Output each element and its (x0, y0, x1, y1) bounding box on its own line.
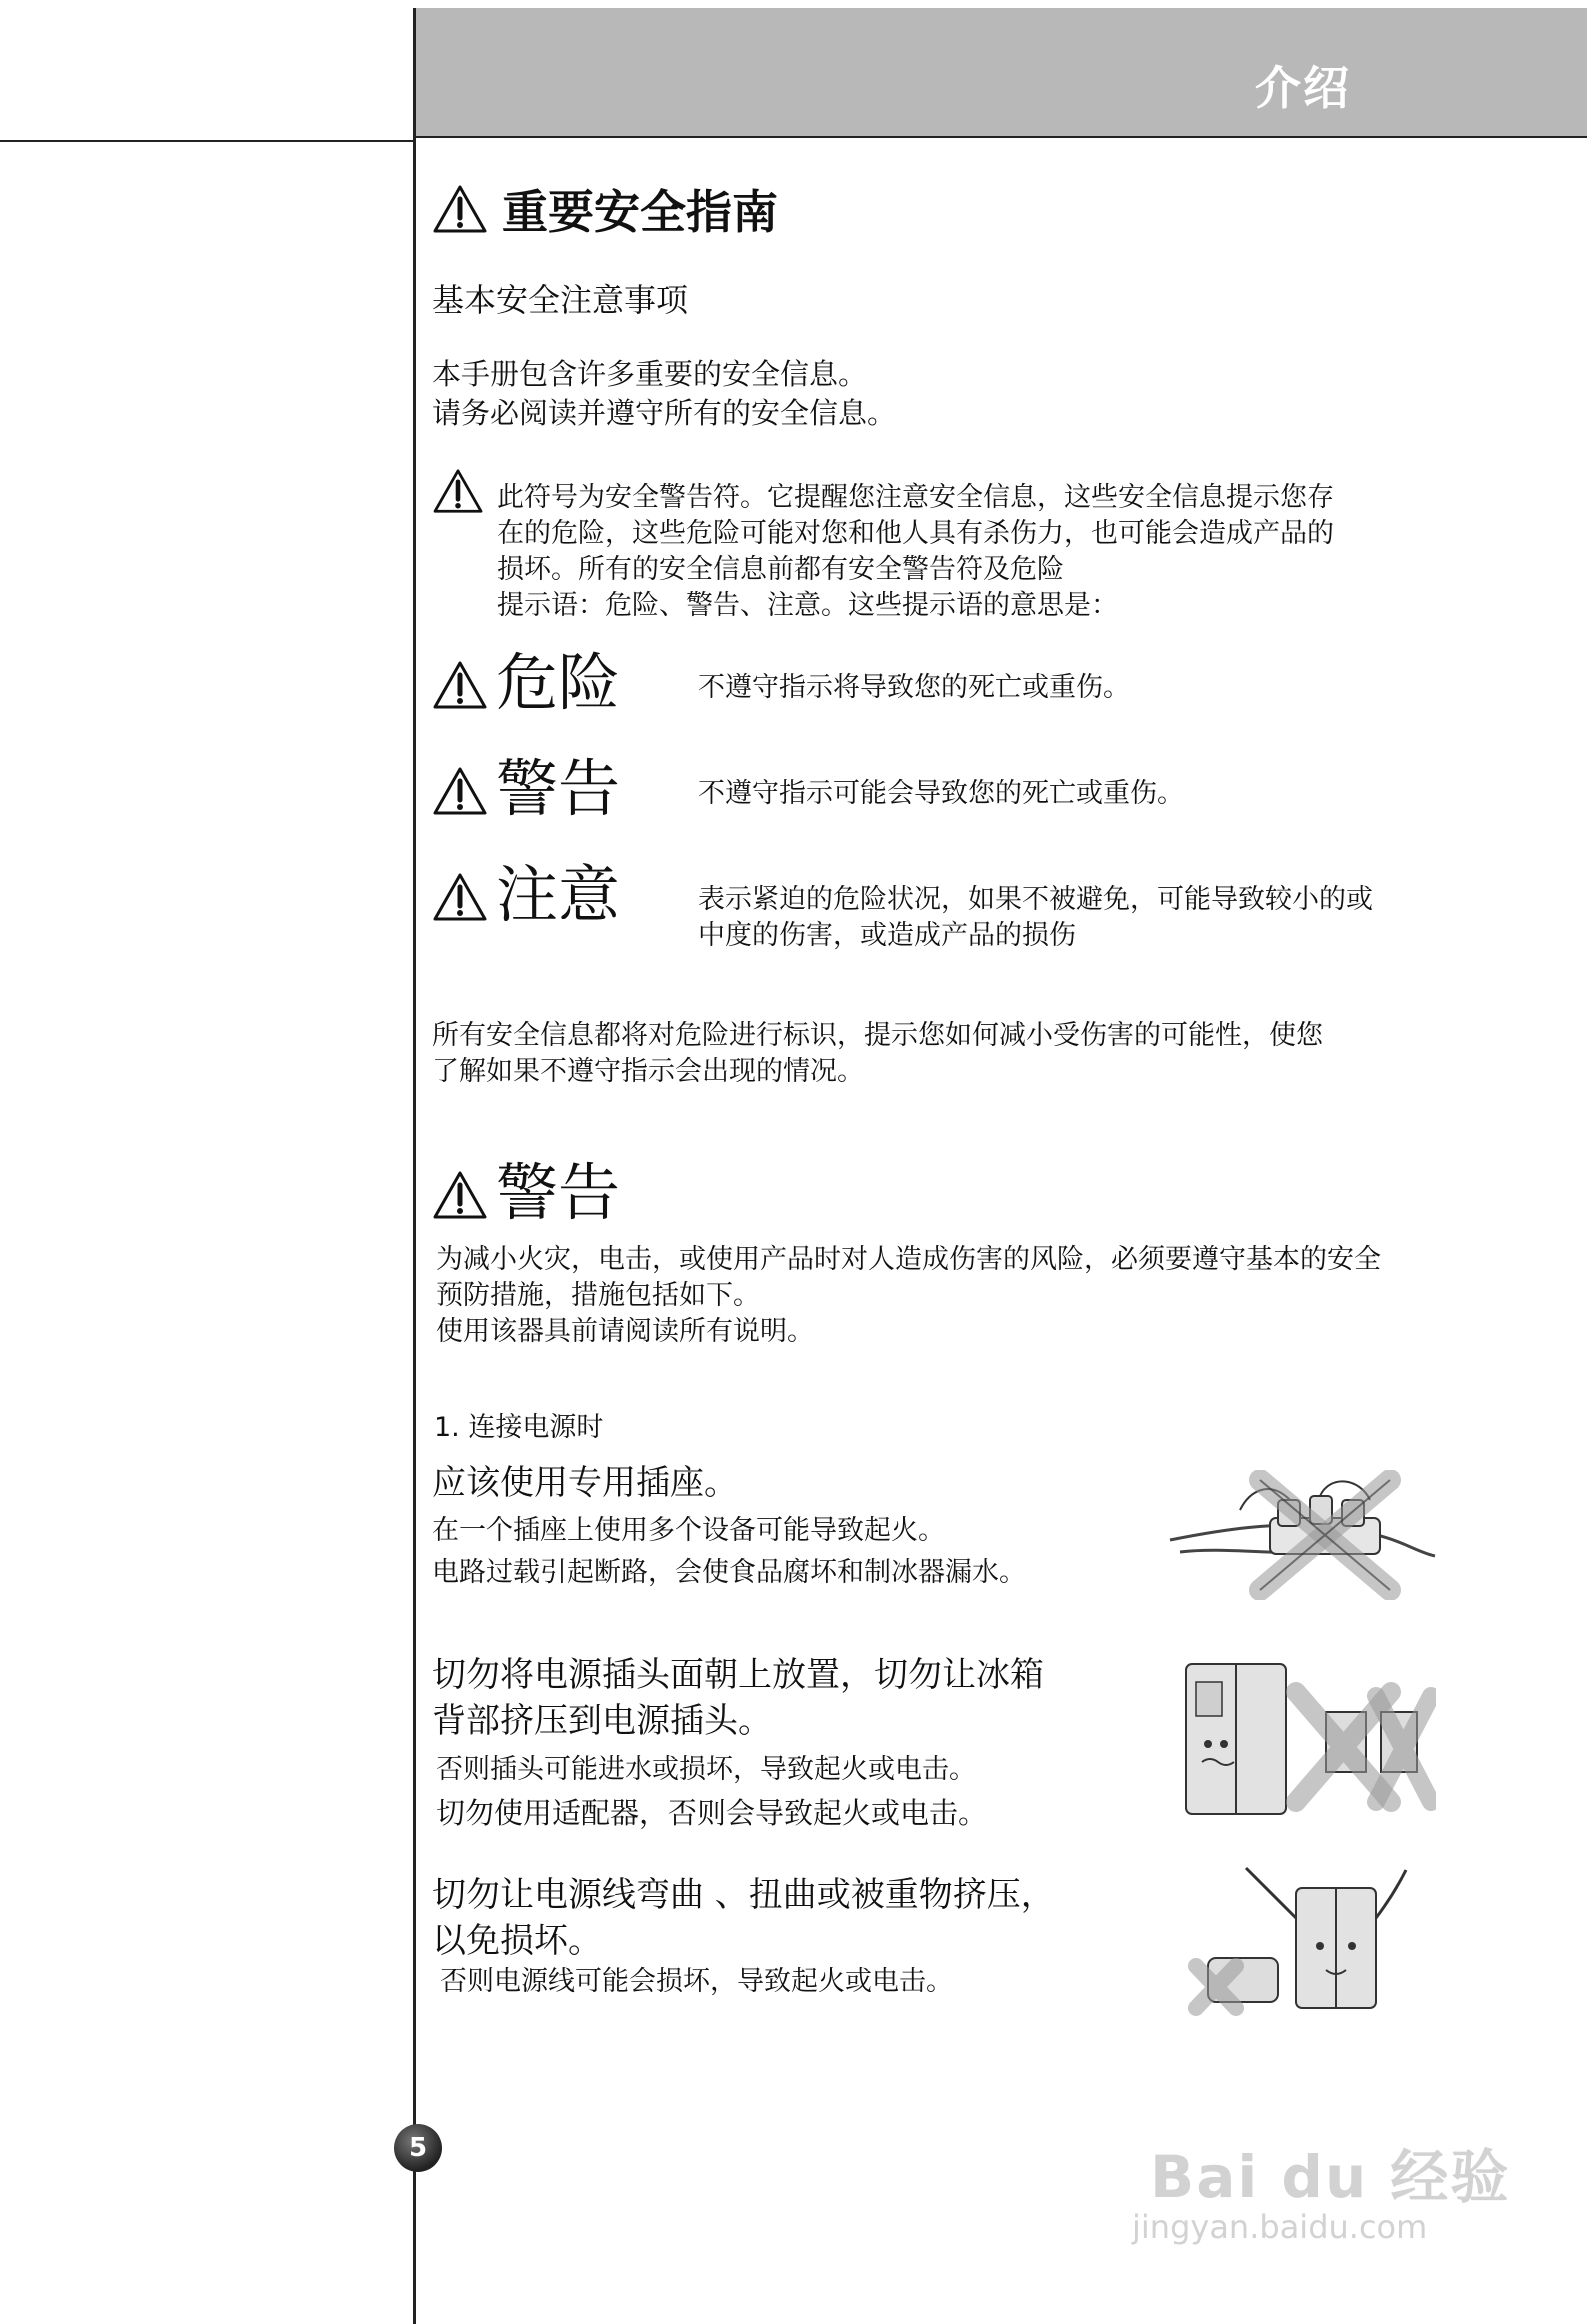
signal-term-label: 危险 (496, 646, 621, 719)
block-body-line: 在一个插座上使用多个设备可能导致起火。 (432, 1515, 945, 1546)
watermark-logo: Bai du 经验 (1150, 2143, 1511, 2211)
warning-triangle-icon (432, 1170, 488, 1220)
item-heading: 1. 连接电源时 (434, 1412, 604, 1443)
block-heading: 背部挤压到电源插头。 (432, 1701, 772, 1741)
signal-term-caution (432, 858, 1512, 954)
signal-term-label: 警告 (496, 752, 621, 825)
safety-block-2 (432, 1652, 1044, 1833)
block-heading: 切勿将电源插头面朝上放置，切勿让冰箱 (432, 1655, 1044, 1695)
watermark-url: jingyan.baidu.com (1132, 2208, 1428, 2246)
symbol-line: 提示语：危险、警告、注意。这些提示语的意思是： (497, 590, 1118, 621)
signal-term-desc: 中度的伤害，或造成产品的损伤 (698, 920, 1076, 951)
all-info-text (432, 1018, 1323, 1090)
header-title: 介绍 (1255, 61, 1351, 115)
warning-triangle-icon (432, 766, 488, 816)
safety-block-3 (432, 1872, 1055, 2000)
intro-text (432, 355, 896, 433)
signal-term-desc: 不遵守指示将导致您的死亡或重伤。 (698, 672, 1130, 703)
warning-line: 预防措施，措施包括如下。 (436, 1280, 760, 1311)
warning-line: 为减小火灾，电击，或使用产品时对人造成伤害的风险，必须要遵守基本的安全 (436, 1244, 1381, 1275)
block-body-line: 电路过载引起断路，会使食品腐坏和制冰器漏水。 (432, 1557, 1026, 1588)
section-title-text: 重要安全指南 (502, 185, 778, 239)
page-number: 5 (394, 2124, 442, 2172)
signal-term-warning (432, 752, 1512, 825)
block-body-line: 否则插头可能进水或损坏，导致起火或电击。 (436, 1754, 976, 1785)
section-subtitle: 基本安全注意事项 (432, 281, 689, 319)
refrigerator-plug-illustration (1176, 1652, 1436, 1822)
block-heading: 应该使用专用插座。 (432, 1463, 738, 1503)
safety-block-1 (432, 1460, 1026, 1594)
warning-triangle-icon (432, 660, 488, 710)
warning-heading (432, 1156, 621, 1229)
block-body-line: 切勿使用适配器，否则会导致起火或电击。 (436, 1796, 988, 1830)
all-info-line: 所有安全信息都将对危险进行标识，提示您如何减小受伤害的可能性，使您 (432, 1020, 1323, 1051)
warning-triangle-icon (432, 872, 488, 922)
signal-term-danger (432, 646, 1512, 719)
margin-rule-horizontal (0, 140, 414, 142)
block-body-line: 否则电源线可能会损坏，导致起火或电击。 (440, 1966, 953, 1997)
signal-term-label: 注意 (496, 858, 621, 931)
header-band (416, 8, 1587, 138)
warning-triangle-icon (432, 184, 488, 234)
symbol-line: 此符号为安全警告符。它提醒您注意安全信息，这些安全信息提示您存 (497, 482, 1334, 513)
block-heading: 切勿让电源线弯曲 、扭曲或被重物挤压， (432, 1875, 1055, 1915)
symbol-description (497, 480, 1334, 624)
intro-line: 本手册包含许多重要的安全信息。 (432, 357, 868, 391)
section-title (432, 176, 778, 242)
power-strip-illustration (1160, 1470, 1440, 1600)
all-info-line: 了解如果不遵守指示会出现的情况。 (432, 1056, 864, 1087)
intro-line: 请务必阅读并遵守所有的安全信息。 (432, 396, 897, 430)
signal-term-desc: 表示紧迫的危险状况，如果不被避免，可能导致较小的或 (698, 884, 1373, 915)
symbol-line: 损坏。所有的安全信息前都有安全警告符及危险 (497, 554, 1064, 585)
warning-text (436, 1242, 1381, 1350)
symbol-line: 在的危险，这些危险可能对您和他人具有杀伤力，也可能会造成产品的 (497, 518, 1334, 549)
signal-term-desc: 不遵守指示可能会导致您的死亡或重伤。 (698, 778, 1184, 809)
cord-pinched-illustration (1186, 1858, 1426, 2018)
margin-rule-vertical (413, 8, 416, 2324)
warning-triangle-icon (432, 468, 484, 514)
warning-line: 使用该器具前请阅读所有说明。 (436, 1316, 814, 1347)
warning-title: 警告 (496, 1156, 621, 1229)
block-heading: 以免损坏。 (432, 1921, 602, 1961)
